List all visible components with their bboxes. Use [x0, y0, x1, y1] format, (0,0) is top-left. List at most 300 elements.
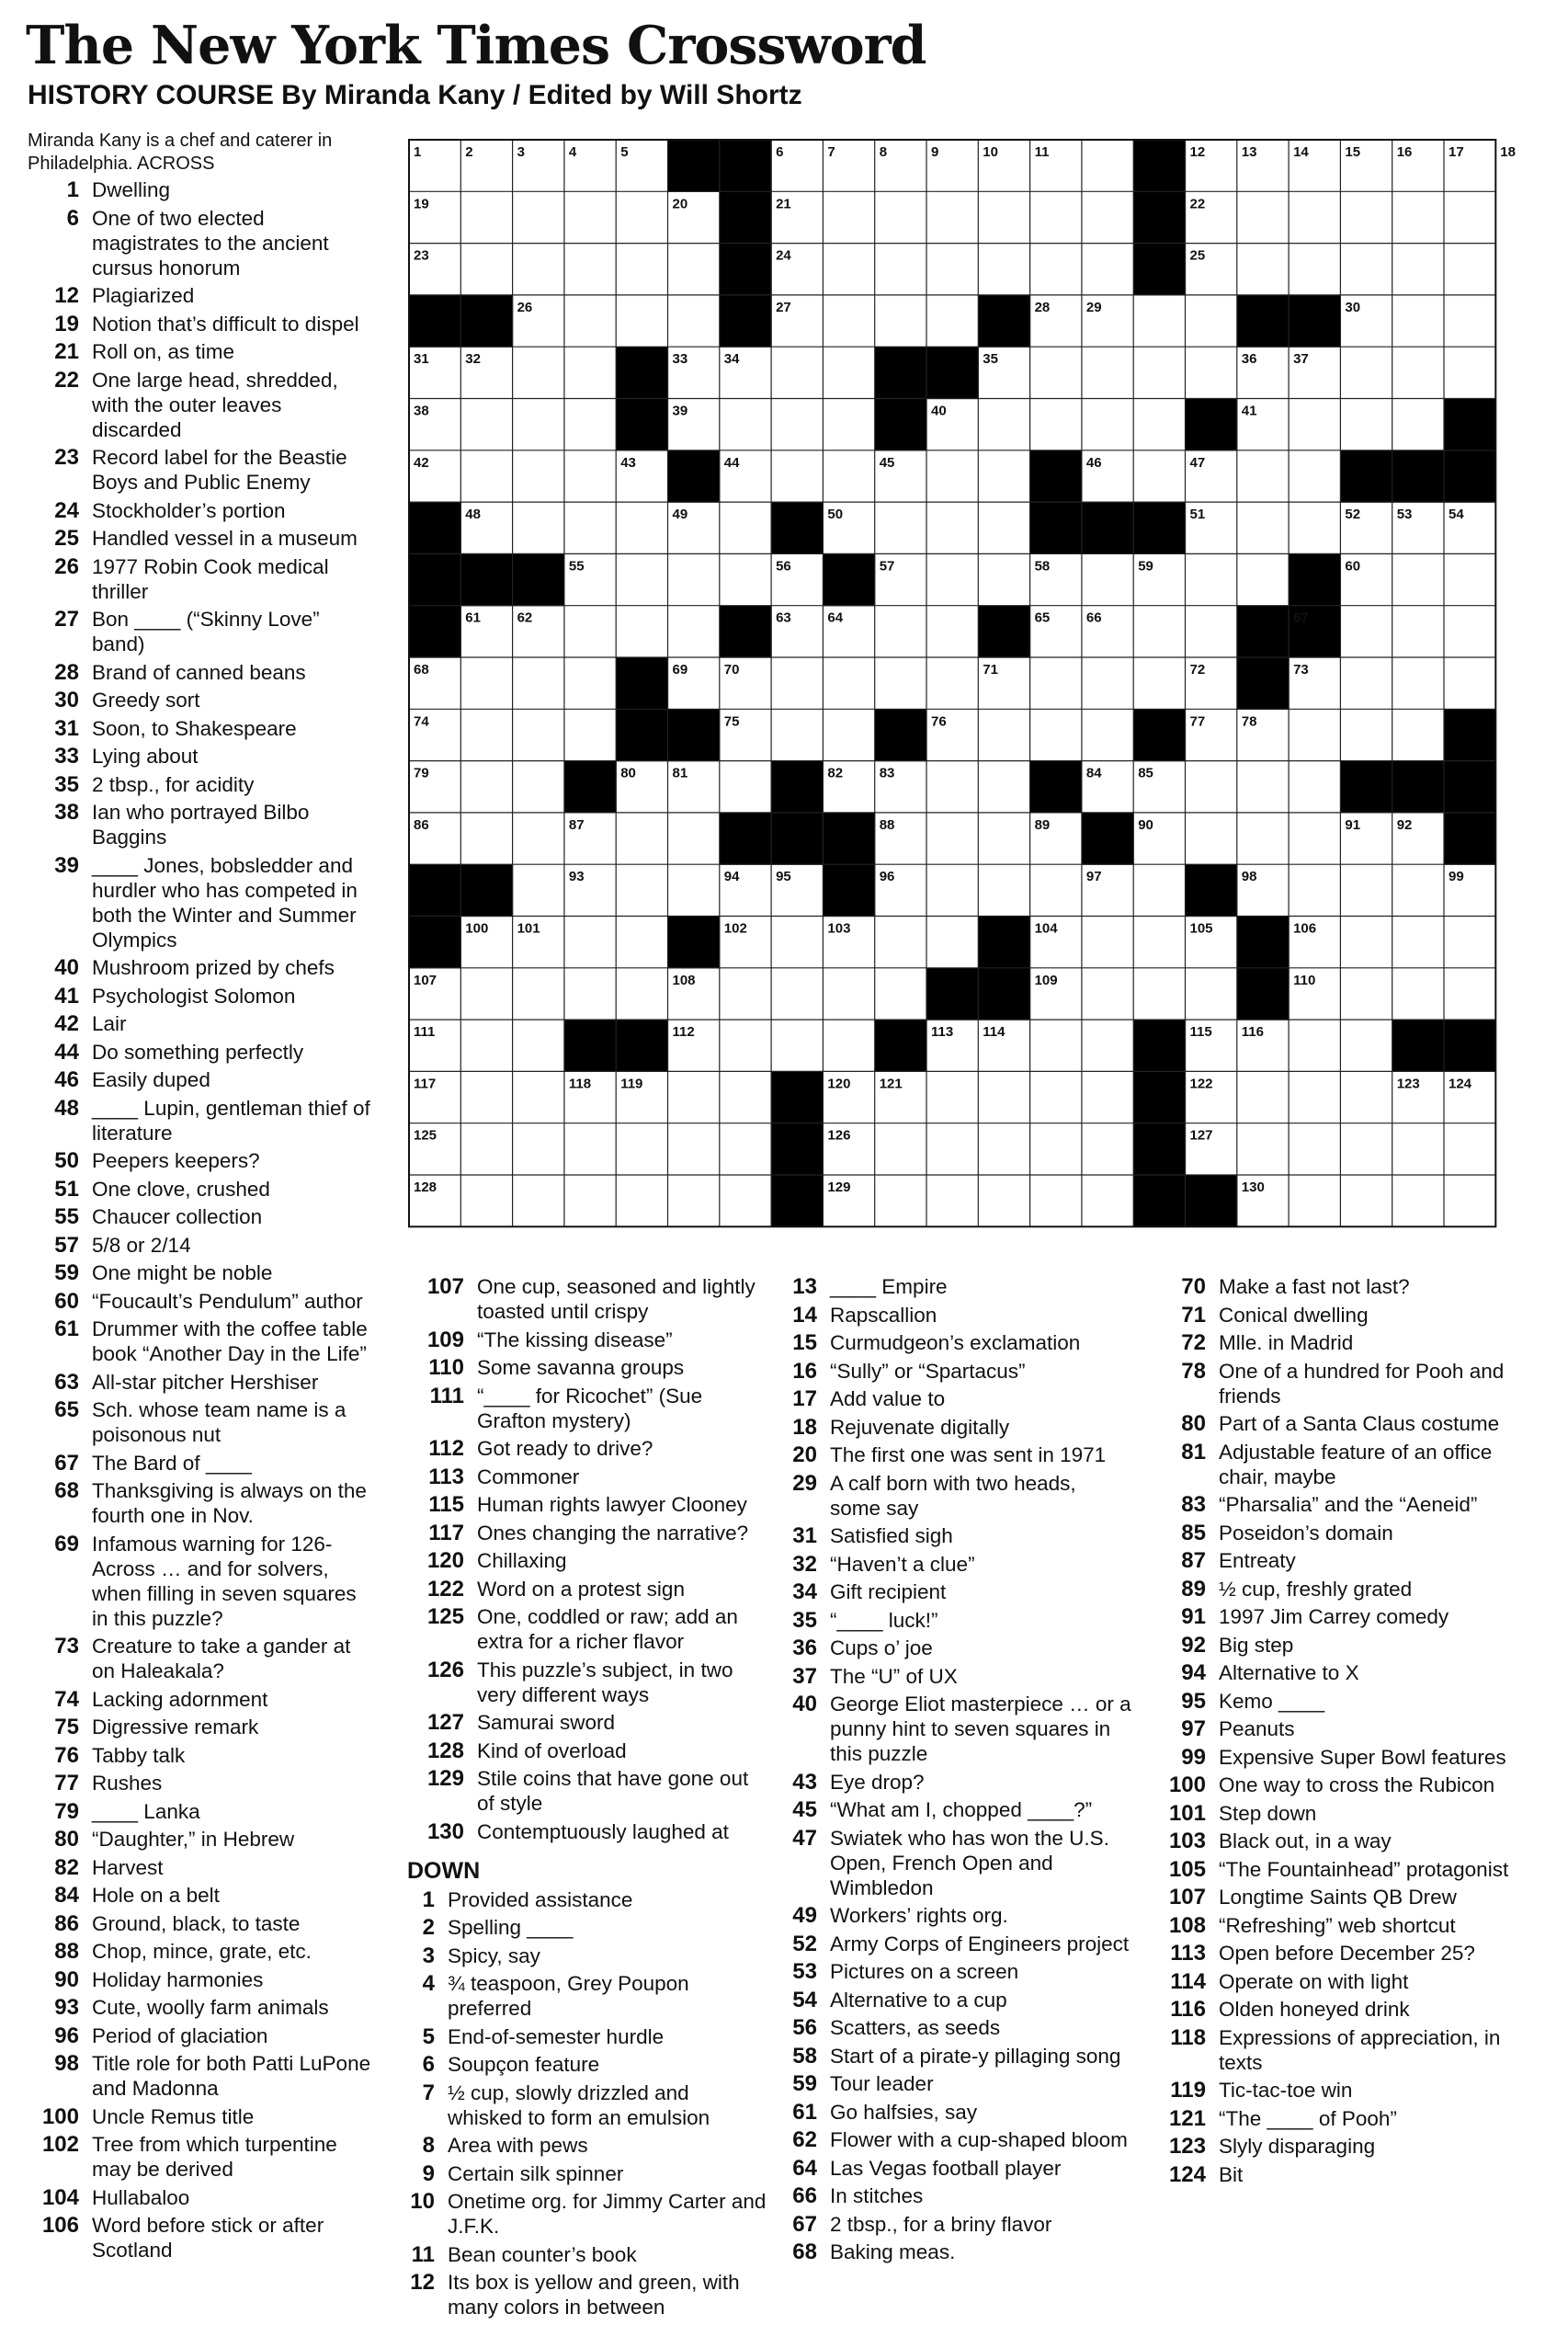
clue-number: 100 — [41, 2103, 79, 2129]
clue-across-col1-59[interactable] — [26, 1260, 375, 1285]
clue-across-col1-93[interactable] — [26, 1995, 375, 2020]
clue-text: Chillaxing — [477, 1549, 567, 1572]
clue-number: 29 — [792, 1470, 817, 1496]
clue-across-col1-61[interactable] — [26, 1316, 375, 1366]
clue-across-col1-24[interactable] — [26, 498, 375, 523]
clue-across-col2-122[interactable] — [407, 1577, 768, 1601]
cell-number: 82 — [827, 765, 844, 781]
cell-number: 120 — [827, 1076, 851, 1092]
clue-text: One way to cross the Rubicon — [1219, 1773, 1495, 1796]
clue-across-col1-6[interactable] — [26, 206, 375, 280]
clue-number: 60 — [54, 1288, 79, 1314]
clue-number: 77 — [54, 1771, 79, 1795]
clue-text: Tour leader — [830, 2072, 934, 2095]
clue-text: Drummer with the coffee table book “Another Day in the Life” — [92, 1317, 368, 1365]
clue-down-col3-66[interactable] — [782, 2183, 1131, 2208]
cell-number: 56 — [776, 558, 791, 575]
clue-down-col4-121[interactable] — [1160, 2106, 1528, 2131]
clue-down-col4-108[interactable] — [1160, 1913, 1528, 1938]
black-square — [875, 1020, 927, 1072]
cell-number: 69 — [672, 662, 688, 678]
clue-text: Alternative to X — [1219, 1661, 1359, 1684]
clue-across-col1-100[interactable] — [26, 2104, 375, 2129]
black-square — [409, 606, 461, 658]
clue-text: ____ Lanka — [92, 1799, 200, 1823]
clue-number: 101 — [1168, 1800, 1206, 1826]
clue-down-col3-54[interactable] — [782, 1988, 1131, 2012]
black-square — [460, 295, 513, 348]
clue-down-col2-2[interactable] — [407, 1915, 768, 1940]
clue-text: Longtime Saints QB Drew — [1219, 1886, 1457, 1909]
clue-across-col2-112[interactable] — [407, 1436, 768, 1461]
clue-text: Step down — [1219, 1801, 1317, 1825]
clue-number: 2 — [422, 1915, 435, 1940]
black-square — [771, 1175, 824, 1227]
clue-text: Roll on, as time — [92, 340, 235, 363]
clue-across-col2-113[interactable] — [407, 1465, 768, 1489]
clue-number: 64 — [792, 2155, 817, 2181]
clue-text: Swiatek who has won the U.S. Open, French Open and Wimbledon — [830, 1826, 1109, 1899]
puzzle-subtitle: HISTORY COURSE By Miranda Kany / Edited by Will Shortz — [28, 80, 802, 110]
clue-down-col3-34[interactable] — [782, 1579, 1131, 1604]
clue-down-col3-47[interactable] — [782, 1826, 1131, 1900]
cell-number: 5 — [620, 144, 629, 160]
cell-number: 121 — [879, 1076, 903, 1092]
clue-across-col1-104[interactable] — [26, 2185, 375, 2210]
clue-across-col1-12[interactable] — [26, 283, 375, 308]
cell-number: 110 — [1293, 972, 1316, 988]
clue-across-col1-79[interactable] — [26, 1799, 375, 1824]
clue-text: Chaucer collection — [92, 1205, 263, 1228]
clue-down-col4-119[interactable] — [1160, 2078, 1528, 2103]
clue-down-col4-92[interactable] — [1160, 1633, 1528, 1658]
clue-down-col4-71[interactable] — [1160, 1303, 1528, 1328]
clue-across-col1-28[interactable] — [26, 660, 375, 685]
clue-down-col4-70[interactable] — [1160, 1274, 1528, 1299]
clue-number: 61 — [54, 1316, 79, 1341]
black-square — [1133, 1071, 1186, 1123]
clue-number: 82 — [54, 1854, 79, 1880]
clue-number: 126 — [426, 1657, 464, 1682]
clue-text: “____ luck!” — [830, 1608, 938, 1632]
clue-down-col3-18[interactable] — [782, 1415, 1131, 1440]
clue-across-col1-57[interactable] — [26, 1233, 375, 1258]
clue-across-col1-21[interactable] — [26, 339, 375, 364]
clue-down-col4-105[interactable] — [1160, 1857, 1528, 1882]
clue-down-col4-97[interactable] — [1160, 1716, 1528, 1741]
black-square — [668, 709, 721, 761]
clue-number: 26 — [54, 553, 79, 579]
clue-across-col1-27[interactable] — [26, 607, 375, 656]
clue-across-col1-74[interactable] — [26, 1687, 375, 1712]
clue-number: 115 — [428, 1492, 464, 1517]
cell-number: 122 — [1189, 1076, 1213, 1092]
clue-down-col3-56[interactable] — [782, 2015, 1131, 2040]
clue-down-col2-10[interactable] — [407, 2189, 768, 2239]
clue-text: Adjustable feature of an office chair, maybe — [1219, 1440, 1493, 1488]
clue-down-col3-20[interactable] — [782, 1442, 1131, 1467]
cell-number: 6 — [776, 144, 784, 160]
clue-number: 79 — [54, 1798, 79, 1824]
clue-number: 15 — [792, 1330, 817, 1355]
clue-down-col3-49[interactable] — [782, 1903, 1131, 1928]
clue-text: This puzzle’s subject, in two very different ways — [477, 1658, 733, 1706]
cell-number: 49 — [672, 507, 688, 523]
clue-across-col1-38[interactable] — [26, 800, 375, 849]
clue-text: Lair — [92, 1012, 127, 1035]
clue-across-col1-77[interactable] — [26, 1771, 375, 1795]
clue-down-col4-116[interactable] — [1160, 1997, 1528, 2022]
clue-number: 4 — [422, 1971, 435, 1996]
clue-down-col3-37[interactable] — [782, 1664, 1131, 1689]
black-square — [564, 1020, 617, 1072]
clue-number: 8 — [422, 2133, 435, 2158]
clue-text: Lacking adornment — [92, 1687, 268, 1711]
clue-text: Word on a protest sign — [477, 1577, 685, 1601]
clue-down-col2-5[interactable] — [407, 2024, 768, 2049]
clue-number: 103 — [1168, 1829, 1206, 1853]
clue-text: End-of-semester hurdle — [448, 2024, 665, 2048]
clue-across-col1-51[interactable] — [26, 1177, 375, 1202]
clue-text: The “U” of UX — [830, 1664, 958, 1688]
clue-down-col3-43[interactable] — [782, 1770, 1131, 1795]
clue-across-col2-115[interactable] — [407, 1492, 768, 1517]
clue-down-col4-95[interactable] — [1160, 1689, 1528, 1714]
clue-across-col2-126[interactable] — [407, 1658, 768, 1707]
clue-text: Flower with a cup-shaped bloom — [830, 2128, 1128, 2151]
clue-down-col3-61[interactable] — [782, 2100, 1131, 2125]
cell-number: 16 — [1396, 144, 1413, 160]
clue-down-col2-9[interactable] — [407, 2161, 768, 2186]
cell-number: 42 — [414, 454, 429, 471]
clue-number: 120 — [426, 1548, 464, 1573]
clue-across-col1-33[interactable] — [26, 744, 375, 769]
clue-down-col2-1[interactable] — [407, 1887, 768, 1912]
clue-text: Got ready to drive? — [477, 1437, 653, 1460]
clue-text: Record label for the Beastie Boys and Public Enemy — [92, 446, 347, 494]
clue-across-col1-48[interactable] — [26, 1096, 375, 1146]
clue-number: 48 — [54, 1095, 79, 1121]
cell-number: 39 — [672, 403, 688, 419]
clue-number: 54 — [792, 1987, 817, 2012]
clue-across-col1-86[interactable] — [26, 1911, 375, 1936]
clue-text: Go halfsies, say — [830, 2100, 978, 2124]
clue-down-col3-13[interactable] — [782, 1274, 1131, 1299]
clue-down-col4-80[interactable] — [1160, 1411, 1528, 1436]
cell-number: 29 — [1085, 299, 1102, 315]
clue-down-col4-101[interactable] — [1160, 1801, 1528, 1826]
clue-down-col3-67[interactable] — [782, 2212, 1131, 2237]
clue-down-col3-35[interactable] — [782, 1608, 1131, 1633]
clue-across-col1-42[interactable] — [26, 1011, 375, 1036]
clue-across-col2-109[interactable] — [407, 1328, 768, 1352]
clue-text: One might be noble — [92, 1261, 273, 1284]
clue-text: Some savanna groups — [477, 1356, 685, 1379]
clue-text: Peanuts — [1219, 1717, 1295, 1740]
cell-number: 77 — [1189, 713, 1206, 730]
clue-number: 6 — [422, 2052, 435, 2077]
clue-down-col4-87[interactable] — [1160, 1548, 1528, 1573]
clue-number: 68 — [792, 2240, 817, 2264]
cell-number: 113 — [931, 1024, 954, 1041]
clue-number: 102 — [41, 2132, 79, 2157]
clue-down-col4-124[interactable] — [1160, 2162, 1528, 2187]
clue-number: 19 — [54, 311, 79, 336]
clue-number: 85 — [1181, 1520, 1206, 1545]
clue-text: The Bard of ____ — [92, 1451, 252, 1475]
clue-across-col2-110[interactable] — [407, 1355, 768, 1380]
clue-across-col1-76[interactable] — [26, 1743, 375, 1768]
clue-down-col4-81[interactable] — [1160, 1440, 1528, 1489]
clue-across-col2-125[interactable] — [407, 1604, 768, 1654]
clue-down-col4-118[interactable] — [1160, 2025, 1528, 2075]
clue-across-col1-39[interactable] — [26, 853, 375, 952]
cell-number: 24 — [776, 247, 791, 264]
clue-across-col1-96[interactable] — [26, 2023, 375, 2048]
clue-number: 117 — [428, 1520, 464, 1545]
clue-across-col1-75[interactable] — [26, 1715, 375, 1739]
clue-text: Human rights lawyer Clooney — [477, 1493, 747, 1516]
across-clues-column-2 — [407, 1274, 768, 2323]
clue-text: ¾ teaspoon, Grey Poupon preferred — [448, 1972, 689, 2020]
clue-number: 35 — [54, 771, 79, 797]
clue-text: 2 tbsp., for a briny flavor — [830, 2212, 1052, 2236]
clue-across-col1-55[interactable] — [26, 1204, 375, 1229]
cell-number: 123 — [1396, 1076, 1420, 1092]
cell-number: 45 — [879, 454, 895, 471]
clue-down-col3-52[interactable] — [782, 1932, 1131, 1956]
clue-across-col1-68[interactable] — [26, 1478, 375, 1528]
cell-number: 117 — [414, 1076, 437, 1092]
clue-across-col1-50[interactable] — [26, 1148, 375, 1173]
clue-text: Contemptuously laughed at — [477, 1819, 729, 1843]
clue-across-col1-69[interactable] — [26, 1532, 375, 1631]
clue-number: 66 — [792, 2183, 817, 2208]
black-square — [513, 553, 565, 606]
clue-number: 99 — [1181, 1744, 1206, 1770]
clue-across-col1-41[interactable] — [26, 984, 375, 1009]
clue-across-col2-130[interactable] — [407, 1819, 768, 1844]
clue-text: Mushroom prized by chefs — [92, 956, 335, 979]
clue-number: 72 — [1181, 1330, 1206, 1355]
clue-down-col4-114[interactable] — [1160, 1969, 1528, 1994]
clue-down-col2-8[interactable] — [407, 2133, 768, 2158]
clue-across-col2-107[interactable] — [407, 1274, 768, 1324]
clue-across-col1-60[interactable] — [26, 1289, 375, 1314]
clue-text: “What am I, chopped ____?” — [830, 1798, 1093, 1821]
clue-across-col1-84[interactable] — [26, 1883, 375, 1908]
clue-across-col1-88[interactable] — [26, 1939, 375, 1964]
clue-number: 1 — [66, 177, 79, 202]
clue-down-col3-32[interactable] — [782, 1552, 1131, 1577]
cell-number: 130 — [1241, 1180, 1265, 1195]
cell-number: 54 — [1449, 507, 1464, 523]
clue-across-col1-80[interactable] — [26, 1827, 375, 1852]
black-square — [1133, 502, 1186, 554]
clue-across-col2-117[interactable] — [407, 1521, 768, 1545]
clue-text: Ian who portrayed Bilbo Baggins — [92, 801, 310, 849]
clue-across-col2-128[interactable] — [407, 1738, 768, 1763]
clue-text: A calf born with two heads, some say — [830, 1471, 1076, 1520]
clue-down-col4-123[interactable] — [1160, 2134, 1528, 2159]
cell-number: 75 — [723, 713, 740, 730]
clue-across-col1-98[interactable] — [26, 2051, 375, 2101]
clue-across-col1-90[interactable] — [26, 1967, 375, 1992]
black-square — [1133, 1020, 1186, 1072]
clue-text: Workers’ rights org. — [830, 1904, 1008, 1927]
clue-across-col1-82[interactable] — [26, 1855, 375, 1880]
clue-text: “Foucault’s Pendulum” author — [92, 1289, 363, 1313]
clue-down-col2-12[interactable] — [407, 2270, 768, 2320]
clue-text: Holiday harmonies — [92, 1967, 264, 1991]
clue-across-col1-106[interactable] — [26, 2213, 375, 2263]
clue-down-col4-113[interactable] — [1160, 1941, 1528, 1966]
clue-across-col2-111[interactable] — [407, 1384, 768, 1433]
clue-text: Gift recipient — [830, 1580, 947, 1603]
clue-number: 24 — [54, 497, 79, 523]
clue-across-col1-65[interactable] — [26, 1397, 375, 1447]
clue-number: 100 — [1168, 1772, 1206, 1797]
clue-down-col3-29[interactable] — [782, 1471, 1131, 1521]
clue-across-col2-129[interactable] — [407, 1766, 768, 1816]
clue-down-col3-17[interactable] — [782, 1386, 1131, 1411]
clue-down-col3-68[interactable] — [782, 2240, 1131, 2264]
black-square — [1133, 244, 1186, 296]
clue-down-col2-3[interactable] — [407, 1943, 768, 1968]
clue-across-col1-40[interactable] — [26, 955, 375, 980]
black-square — [1186, 1175, 1238, 1227]
clue-number: 55 — [54, 1204, 79, 1229]
black-square — [720, 191, 772, 244]
clue-text: Dwelling — [92, 178, 171, 201]
clue-down-col3-16[interactable] — [782, 1359, 1131, 1384]
clue-across-col1-67[interactable] — [26, 1451, 375, 1476]
cell-number: 109 — [1034, 972, 1058, 988]
clue-down-col4-89[interactable] — [1160, 1577, 1528, 1601]
clue-down-col2-6[interactable] — [407, 2052, 768, 2077]
clue-down-col2-4[interactable] — [407, 1971, 768, 2021]
clue-down-col4-91[interactable] — [1160, 1604, 1528, 1629]
clue-across-col1-1[interactable] — [26, 177, 375, 202]
clue-text: Creature to take a gander at on Haleakala? — [92, 1635, 351, 1682]
clue-number: 45 — [792, 1797, 817, 1822]
clue-number: 112 — [428, 1436, 464, 1461]
black-square — [1392, 761, 1445, 814]
clue-text: Slyly disparaging — [1219, 2135, 1376, 2158]
clue-down-col4-100[interactable] — [1160, 1772, 1528, 1797]
black-square — [1237, 968, 1290, 1020]
cell-number: 91 — [1345, 816, 1361, 833]
clue-down-col4-107[interactable] — [1160, 1885, 1528, 1909]
clue-text: Brand of canned beans — [92, 660, 306, 684]
clue-across-col1-73[interactable] — [26, 1634, 375, 1683]
clue-across-col1-25[interactable] — [26, 526, 375, 551]
clue-down-col3-15[interactable] — [782, 1330, 1131, 1355]
clue-down-col4-83[interactable] — [1160, 1492, 1528, 1517]
cell-number: 48 — [465, 507, 481, 523]
clue-down-col3-62[interactable] — [782, 2127, 1131, 2152]
clue-down-col4-94[interactable] — [1160, 1660, 1528, 1685]
clue-number: 83 — [1181, 1492, 1206, 1517]
clue-down-col3-59[interactable] — [782, 2071, 1131, 2096]
clue-down-col3-36[interactable] — [782, 1636, 1131, 1660]
clue-down-col4-85[interactable] — [1160, 1521, 1528, 1545]
clue-number: 21 — [54, 339, 79, 364]
clue-across-col2-127[interactable] — [407, 1710, 768, 1735]
black-square — [926, 347, 979, 399]
clue-across-col1-44[interactable] — [26, 1040, 375, 1065]
clue-number: 63 — [54, 1369, 79, 1395]
cell-number: 33 — [672, 351, 688, 368]
clue-text: Period of glaciation — [92, 2023, 268, 2047]
clue-across-col1-22[interactable] — [26, 368, 375, 442]
clue-down-col3-40[interactable] — [782, 1692, 1131, 1766]
clue-across-col1-26[interactable] — [26, 554, 375, 604]
clue-down-col3-31[interactable] — [782, 1523, 1131, 1548]
clue-across-col1-23[interactable] — [26, 445, 375, 495]
clue-number: 13 — [792, 1274, 817, 1299]
cell-number: 83 — [879, 765, 895, 781]
clue-across-col2-120[interactable] — [407, 1548, 768, 1573]
clue-down-col3-64[interactable] — [782, 2156, 1131, 2181]
clue-number: 108 — [1168, 1912, 1206, 1938]
clue-down-col4-78[interactable] — [1160, 1359, 1528, 1408]
clue-down-col2-7[interactable] — [407, 2080, 768, 2130]
clue-across-col1-35[interactable] — [26, 772, 375, 797]
clue-across-col1-46[interactable] — [26, 1067, 375, 1092]
clue-down-col3-58[interactable] — [782, 2044, 1131, 2069]
cell-number: 55 — [568, 558, 585, 575]
clue-number: 107 — [426, 1274, 464, 1299]
cell-number: 8 — [879, 144, 888, 160]
clue-number: 59 — [54, 1260, 79, 1285]
clue-down-col4-72[interactable] — [1160, 1330, 1528, 1355]
clue-number: 80 — [54, 1827, 79, 1852]
clue-down-col3-14[interactable] — [782, 1303, 1131, 1328]
clue-number: 62 — [792, 2127, 817, 2152]
clue-text: Pictures on a screen — [830, 1960, 1019, 1983]
clue-across-col1-63[interactable] — [26, 1370, 375, 1395]
cell-number: 27 — [776, 299, 791, 315]
clue-number: 121 — [1168, 2105, 1206, 2131]
black-square — [720, 140, 772, 192]
clue-text: Notion that’s difficult to dispel — [92, 312, 359, 336]
clue-across-col1-31[interactable] — [26, 716, 375, 741]
clue-text: Provided assistance — [448, 1887, 633, 1911]
clue-text: Cute, woolly farm animals — [92, 1996, 329, 2019]
clue-number: 51 — [54, 1176, 79, 1202]
clue-across-col1-19[interactable] — [26, 312, 375, 336]
black-square — [409, 553, 461, 606]
black-square — [1133, 1175, 1186, 1227]
clue-down-col4-103[interactable] — [1160, 1829, 1528, 1853]
black-square — [409, 295, 461, 348]
black-square — [875, 709, 927, 761]
clue-down-col4-99[interactable] — [1160, 1745, 1528, 1770]
clue-down-col3-45[interactable] — [782, 1797, 1131, 1822]
clue-across-col1-30[interactable] — [26, 688, 375, 712]
clue-down-col3-53[interactable] — [782, 1959, 1131, 1984]
black-square — [1444, 399, 1496, 451]
black-square — [720, 244, 772, 296]
clue-number: 27 — [54, 607, 79, 632]
clue-number: 113 — [428, 1464, 464, 1489]
clue-number: 7 — [422, 2080, 435, 2105]
clue-down-col2-11[interactable] — [407, 2242, 768, 2267]
clue-text: All-star pitcher Hershiser — [92, 1370, 319, 1394]
clue-across-col1-102[interactable] — [26, 2132, 375, 2182]
clue-number: 20 — [792, 1442, 817, 1467]
